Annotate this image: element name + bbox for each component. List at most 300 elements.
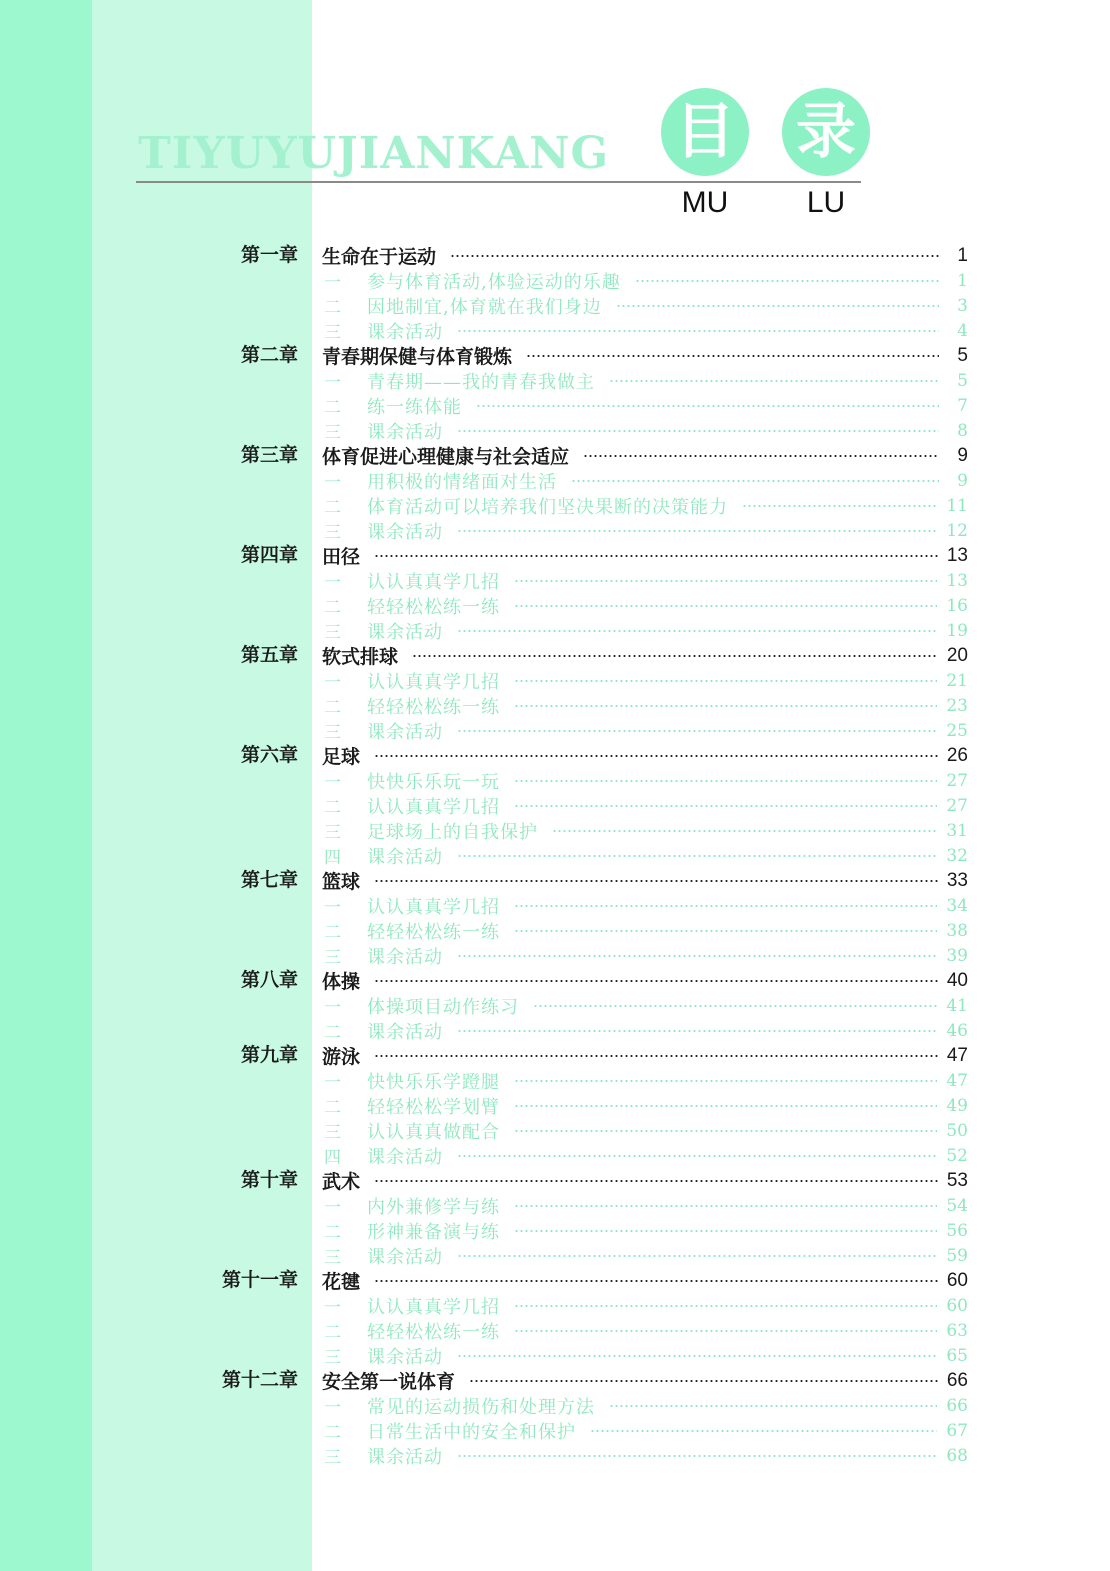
- section-number: 三: [324, 1248, 341, 1268]
- section-line: [324, 368, 968, 393]
- page-number: 25: [946, 720, 968, 741]
- section-line: [324, 618, 968, 643]
- chapter-label: 第六章: [240, 744, 298, 766]
- section-number: 一: [324, 998, 341, 1018]
- section-number: 三: [324, 323, 341, 343]
- section-line: [324, 718, 968, 743]
- chapter-title: 花毽: [322, 1271, 361, 1293]
- section-number: 二: [324, 1423, 341, 1443]
- page-number: 20: [946, 644, 968, 666]
- section-entry[interactable]: [0, 993, 1110, 1018]
- chapter-entry[interactable]: [0, 343, 1110, 368]
- dot-leader: [526, 354, 939, 358]
- dot-leader: [457, 1254, 937, 1258]
- dot-leader: [514, 929, 937, 933]
- section-line: [324, 1343, 968, 1368]
- chapter-label: 第十章: [240, 1169, 298, 1191]
- section-title: 内外兼修学与练: [367, 1196, 500, 1218]
- dot-leader: [514, 1304, 937, 1308]
- dot-leader: [457, 529, 937, 533]
- dot-leader: [457, 1154, 937, 1158]
- section-number: 三: [324, 948, 341, 968]
- chapter-title: 游泳: [322, 1046, 361, 1068]
- dot-leader: [609, 379, 939, 383]
- section-title: 体育活动可以培养我们坚决果断的决策能力: [367, 496, 728, 518]
- section-number: 二: [324, 698, 341, 718]
- chapter-entry[interactable]: [0, 868, 1110, 893]
- chapter-line: [322, 443, 968, 468]
- section-number: 一: [324, 1398, 341, 1418]
- section-number: 三: [324, 523, 341, 543]
- section-title: 课余活动: [367, 846, 443, 868]
- section-number: 四: [324, 848, 341, 868]
- section-number: 一: [324, 273, 341, 293]
- dot-leader: [514, 1229, 937, 1233]
- section-title: 课余活动: [367, 1021, 443, 1043]
- section-number: 三: [324, 623, 341, 643]
- section-line: [324, 518, 968, 543]
- page-number: 19: [946, 620, 968, 641]
- page-number: 47: [946, 1044, 968, 1066]
- section-number: 一: [324, 1073, 341, 1093]
- section-title: 课余活动: [367, 621, 443, 643]
- page-number: 67: [946, 1420, 968, 1441]
- section-entry[interactable]: [0, 793, 1110, 818]
- chapter-label: 第八章: [240, 969, 298, 991]
- page-number: 11: [946, 495, 968, 516]
- dot-leader: [476, 404, 939, 408]
- section-title: 课余活动: [367, 321, 443, 343]
- chapter-line: [322, 1168, 968, 1193]
- section-number: 三: [324, 1448, 341, 1468]
- page-number: 12: [946, 520, 968, 541]
- dot-leader: [742, 504, 937, 508]
- dot-leader: [635, 279, 939, 283]
- dot-leader: [374, 979, 938, 983]
- section-entry[interactable]: [0, 418, 1110, 443]
- section-line: [324, 468, 968, 493]
- dot-leader: [457, 954, 937, 958]
- section-line: [324, 1443, 968, 1468]
- section-title: 常见的运动损伤和处理方法: [367, 1396, 595, 1418]
- dot-leader: [552, 829, 937, 833]
- section-number: 二: [324, 298, 341, 318]
- section-number: 一: [324, 773, 341, 793]
- section-entry[interactable]: [0, 1443, 1110, 1468]
- chapter-label: 第十一章: [221, 1269, 298, 1291]
- section-number: 二: [324, 398, 341, 418]
- section-number: 一: [324, 673, 341, 693]
- chapter-line: [322, 1268, 968, 1293]
- chapter-label: 第九章: [240, 1044, 298, 1066]
- dot-leader: [450, 254, 939, 258]
- page-number: 9: [957, 444, 968, 466]
- page-number: 50: [946, 1120, 968, 1141]
- section-title: 认认真真做配合: [367, 1121, 500, 1143]
- chapter-label: 第七章: [240, 869, 298, 891]
- section-number: 二: [324, 1323, 341, 1343]
- section-title: 形神兼备演与练: [367, 1221, 500, 1243]
- page-number: 5: [957, 370, 968, 391]
- section-title: 足球场上的自我保护: [367, 821, 538, 843]
- section-number: 一: [324, 373, 341, 393]
- dot-leader: [583, 454, 939, 458]
- section-line: [324, 1218, 968, 1243]
- dot-leader: [457, 429, 939, 433]
- section-title: 日常生活中的安全和保护: [367, 1421, 576, 1443]
- section-entry[interactable]: [0, 1318, 1110, 1343]
- section-line: [324, 1068, 968, 1093]
- section-number: 二: [324, 923, 341, 943]
- section-entry[interactable]: [0, 693, 1110, 718]
- section-line: [324, 1318, 968, 1343]
- section-line: [324, 668, 968, 693]
- section-line: [324, 418, 968, 443]
- dot-leader: [514, 1204, 937, 1208]
- page-number: 66: [946, 1369, 968, 1391]
- dot-leader: [590, 1429, 937, 1433]
- page-number: 39: [946, 945, 968, 966]
- chapter-line: [322, 643, 968, 668]
- title-pinyin-2: LU: [806, 186, 846, 219]
- section-title: 参与体育活动,体验运动的乐趣: [367, 271, 621, 293]
- section-line: [324, 393, 968, 418]
- section-line: [324, 893, 968, 918]
- chapter-label: 第三章: [240, 444, 298, 466]
- page-number: 47: [946, 1070, 968, 1091]
- section-entry[interactable]: [0, 1193, 1110, 1218]
- dot-leader: [514, 1104, 937, 1108]
- dot-leader: [514, 779, 937, 783]
- page-number: 4: [957, 320, 968, 341]
- dot-leader: [374, 1054, 938, 1058]
- dot-leader: [457, 629, 937, 633]
- page-number: 38: [946, 920, 968, 941]
- section-entry[interactable]: [0, 718, 1110, 743]
- dot-leader: [457, 729, 937, 733]
- section-entry[interactable]: [0, 943, 1110, 968]
- section-line: [324, 293, 968, 318]
- page-number: 9: [957, 470, 968, 491]
- section-number: 二: [324, 798, 341, 818]
- dot-leader: [457, 854, 937, 858]
- section-line: [324, 568, 968, 593]
- section-number: 二: [324, 1098, 341, 1118]
- page-number: 31: [946, 820, 968, 841]
- banner-text: TIYUYUJIANKANG: [138, 128, 610, 179]
- page-number: 60: [946, 1295, 968, 1316]
- dot-leader: [514, 579, 937, 583]
- page-number: 1: [957, 244, 968, 266]
- dot-leader: [533, 1004, 937, 1008]
- chapter-title: 足球: [322, 746, 361, 768]
- page-number: 5: [957, 344, 968, 366]
- section-entry[interactable]: [0, 893, 1110, 918]
- title-char-circle-1: 目: [661, 88, 749, 176]
- section-line: [324, 793, 968, 818]
- section-entry[interactable]: [0, 618, 1110, 643]
- section-entry[interactable]: [0, 668, 1110, 693]
- section-title: 认认真真学几招: [367, 896, 500, 918]
- section-title: 轻轻松松练一练: [367, 596, 500, 618]
- chapter-entry[interactable]: [0, 968, 1110, 993]
- title-char-circle-2: 录: [782, 88, 870, 176]
- page-number: 34: [946, 895, 968, 916]
- section-number: 三: [324, 1348, 341, 1368]
- chapter-title: 篮球: [322, 871, 361, 893]
- section-title: 因地制宜,体育就在我们身边: [367, 296, 602, 318]
- section-title: 课余活动: [367, 1246, 443, 1268]
- page-number: 41: [946, 995, 968, 1016]
- section-title: 认认真真学几招: [367, 796, 500, 818]
- section-number: 三: [324, 723, 341, 743]
- section-entry[interactable]: [0, 268, 1110, 293]
- section-line: [324, 943, 968, 968]
- section-number: 二: [324, 1023, 341, 1043]
- dot-leader: [374, 554, 938, 558]
- dot-leader: [514, 1329, 937, 1333]
- chapter-title: 软式排球: [322, 646, 399, 668]
- page-number: 52: [946, 1145, 968, 1166]
- page-number: 63: [946, 1320, 968, 1341]
- chapter-title: 安全第一说体育: [322, 1371, 456, 1393]
- section-title: 课余活动: [367, 1346, 443, 1368]
- chapter-title: 体育促进心理健康与社会适应: [322, 446, 570, 468]
- dot-leader: [457, 1354, 937, 1358]
- chapter-entry[interactable]: [0, 1043, 1110, 1068]
- section-line: [324, 1118, 968, 1143]
- section-title: 练一练体能: [367, 396, 462, 418]
- section-number: 二: [324, 498, 341, 518]
- page-number: 23: [946, 695, 968, 716]
- chapter-entry[interactable]: [0, 243, 1110, 268]
- section-entry[interactable]: [0, 293, 1110, 318]
- dot-leader: [469, 1379, 938, 1383]
- chapter-line: [322, 543, 968, 568]
- section-line: [324, 693, 968, 718]
- section-entry[interactable]: [0, 468, 1110, 493]
- dot-leader: [514, 604, 937, 608]
- section-entry[interactable]: [0, 1393, 1110, 1418]
- section-title: 快快乐乐学蹬腿: [367, 1071, 500, 1093]
- page-number: 1: [957, 270, 968, 291]
- chapter-entry[interactable]: [0, 543, 1110, 568]
- section-entry[interactable]: [0, 768, 1110, 793]
- dot-leader: [609, 1404, 937, 1408]
- section-entry[interactable]: [0, 1218, 1110, 1243]
- dot-leader: [374, 1279, 938, 1283]
- section-title: 课余活动: [367, 946, 443, 968]
- section-line: [324, 1143, 968, 1168]
- section-title: 认认真真学几招: [367, 571, 500, 593]
- page-number: 33: [946, 869, 968, 891]
- chapter-entry[interactable]: [0, 643, 1110, 668]
- section-number: 三: [324, 823, 341, 843]
- section-title: 课余活动: [367, 521, 443, 543]
- dot-leader: [457, 329, 939, 333]
- section-line: [324, 1393, 968, 1418]
- dot-leader: [514, 704, 937, 708]
- dot-leader: [412, 654, 938, 658]
- section-line: [324, 1418, 968, 1443]
- section-number: 二: [324, 598, 341, 618]
- chapter-title: 青春期保健与体育锻炼: [322, 346, 513, 368]
- page-number: 13: [946, 570, 968, 591]
- chapter-line: [322, 1043, 968, 1068]
- dot-leader: [514, 1129, 937, 1133]
- chapter-title: 生命在于运动: [322, 246, 437, 268]
- page-number: 54: [946, 1195, 968, 1216]
- section-entry[interactable]: [0, 1418, 1110, 1443]
- page-number: 32: [946, 845, 968, 866]
- section-entry[interactable]: [0, 1143, 1110, 1168]
- section-entry[interactable]: [0, 1018, 1110, 1043]
- section-title: 轻轻松松练一练: [367, 921, 500, 943]
- dot-leader: [457, 1454, 937, 1458]
- section-title: 认认真真学几招: [367, 671, 500, 693]
- chapter-title: 田径: [322, 546, 361, 568]
- section-number: 一: [324, 898, 341, 918]
- page-number: 26: [946, 744, 968, 766]
- page-number: 13: [946, 544, 968, 566]
- section-line: [324, 993, 968, 1018]
- section-entry[interactable]: [0, 1118, 1110, 1143]
- section-title: 课余活动: [367, 421, 443, 443]
- section-entry[interactable]: [0, 1093, 1110, 1118]
- section-title: 课余活动: [367, 1146, 443, 1168]
- chapter-label: 第五章: [240, 644, 298, 666]
- chapter-line: [322, 868, 968, 893]
- page-number: 27: [946, 795, 968, 816]
- page-number: 59: [946, 1245, 968, 1266]
- dot-leader: [374, 879, 938, 883]
- section-entry[interactable]: [0, 493, 1110, 518]
- section-number: 二: [324, 1223, 341, 1243]
- section-entry[interactable]: [0, 1243, 1110, 1268]
- chapter-line: [322, 968, 968, 993]
- section-number: 一: [324, 573, 341, 593]
- title-pinyin-1: MU: [681, 186, 729, 219]
- section-title: 轻轻松松学划臂: [367, 1096, 500, 1118]
- section-line: [324, 268, 968, 293]
- chapter-line: [322, 743, 968, 768]
- chapter-line: [322, 343, 968, 368]
- chapter-entry[interactable]: [0, 743, 1110, 768]
- chapter-entry[interactable]: [0, 1368, 1110, 1393]
- chapter-label: 第四章: [240, 544, 298, 566]
- section-line: [324, 493, 968, 518]
- section-line: [324, 818, 968, 843]
- dot-leader: [571, 479, 939, 483]
- page-number: 65: [946, 1345, 968, 1366]
- header-rule: [136, 181, 861, 183]
- page-number: 46: [946, 1020, 968, 1041]
- section-number: 一: [324, 1298, 341, 1318]
- section-line: [324, 1243, 968, 1268]
- page-number: 66: [946, 1395, 968, 1416]
- page-number: 27: [946, 770, 968, 791]
- page-number: 68: [946, 1445, 968, 1466]
- page-number: 49: [946, 1095, 968, 1116]
- section-title: 课余活动: [367, 1446, 443, 1468]
- chapter-entry[interactable]: [0, 1168, 1110, 1193]
- section-number: 三: [324, 423, 341, 443]
- section-title: 轻轻松松练一练: [367, 1321, 500, 1343]
- section-entry[interactable]: [0, 393, 1110, 418]
- chapter-title: 体操: [322, 971, 361, 993]
- section-entry[interactable]: [0, 318, 1110, 343]
- page-number: 60: [946, 1269, 968, 1291]
- section-title: 体操项目动作练习: [367, 996, 519, 1018]
- page-number: 53: [946, 1169, 968, 1191]
- section-entry[interactable]: [0, 1068, 1110, 1093]
- section-line: [324, 918, 968, 943]
- section-entry[interactable]: [0, 1343, 1110, 1368]
- section-line: [324, 1093, 968, 1118]
- chapter-entry[interactable]: [0, 443, 1110, 468]
- dot-leader: [374, 754, 938, 758]
- section-entry[interactable]: [0, 818, 1110, 843]
- section-entry[interactable]: [0, 843, 1110, 868]
- dot-leader: [514, 804, 937, 808]
- section-title: 认认真真学几招: [367, 1296, 500, 1318]
- section-entry[interactable]: [0, 1293, 1110, 1318]
- dot-leader: [514, 679, 937, 683]
- section-title: 青春期——我的青春我做主: [367, 371, 595, 393]
- section-entry[interactable]: [0, 568, 1110, 593]
- dot-leader: [514, 1079, 937, 1083]
- dot-leader: [514, 904, 937, 908]
- dot-leader: [374, 1179, 938, 1183]
- section-title: 用积极的情绪面对生活: [367, 471, 557, 493]
- chapter-title: 武术: [322, 1171, 361, 1193]
- section-number: 四: [324, 1148, 341, 1168]
- section-title: 轻轻松松练一练: [367, 696, 500, 718]
- table-of-contents: [0, 243, 1110, 1468]
- dot-leader: [616, 304, 939, 308]
- page-number: 56: [946, 1220, 968, 1241]
- page-number: 40: [946, 969, 968, 991]
- chapter-line: [322, 243, 968, 268]
- section-number: 三: [324, 1123, 341, 1143]
- section-entry[interactable]: [0, 518, 1110, 543]
- section-line: [324, 318, 968, 343]
- section-entry[interactable]: [0, 368, 1110, 393]
- section-line: [324, 1193, 968, 1218]
- page-number: 21: [946, 670, 968, 691]
- chapter-label: 第一章: [240, 244, 298, 266]
- section-title: 课余活动: [367, 721, 443, 743]
- chapter-entry[interactable]: [0, 1268, 1110, 1293]
- section-number: 一: [324, 473, 341, 493]
- page-number: 3: [957, 295, 968, 316]
- section-entry[interactable]: [0, 593, 1110, 618]
- section-entry[interactable]: [0, 918, 1110, 943]
- section-title: 快快乐乐玩一玩: [367, 771, 500, 793]
- section-line: [324, 593, 968, 618]
- section-line: [324, 843, 968, 868]
- chapter-label: 第二章: [240, 344, 298, 366]
- section-line: [324, 1018, 968, 1043]
- page-number: 8: [957, 420, 968, 441]
- section-number: 一: [324, 1198, 341, 1218]
- page-number: 16: [946, 595, 968, 616]
- section-line: [324, 1293, 968, 1318]
- dot-leader: [457, 1029, 937, 1033]
- section-line: [324, 768, 968, 793]
- chapter-line: [322, 1368, 968, 1393]
- page-number: 7: [957, 395, 968, 416]
